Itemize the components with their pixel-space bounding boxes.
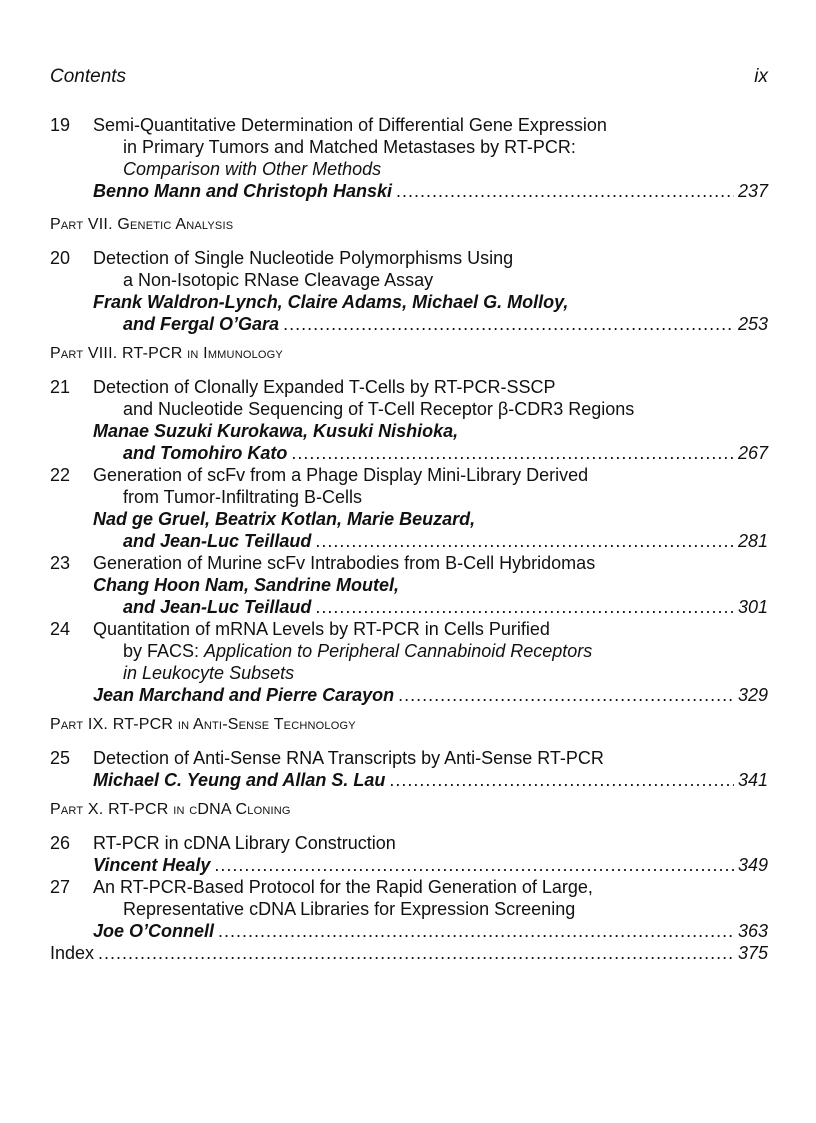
chapter-number: 27 xyxy=(50,877,71,897)
part-heading-ix: Part IX. RT-PCR in Anti-Sense Technology xyxy=(50,716,356,733)
chapter-title: RT-PCR in cDNA Library Construction xyxy=(93,833,396,853)
chapter-title-part: by FACS: xyxy=(123,641,205,661)
chapter-subtitle-continued: in Leukocyte Subsets xyxy=(123,663,295,683)
dot-leader xyxy=(98,942,734,964)
chapter-authors-continued: and Jean-Luc Teillaud xyxy=(123,597,312,617)
contents-page xyxy=(50,66,768,964)
part-heading-viii: Part VIII. RT-PCR in Immunology xyxy=(50,345,283,362)
chapter-page: 341 xyxy=(737,770,768,790)
dot-leader xyxy=(398,684,734,706)
chapter-subtitle: Application to Peripheral Cannabinoid Receptors xyxy=(204,641,593,661)
chapter-number: 25 xyxy=(50,748,71,768)
chapter-authors: Frank Waldron-Lynch, Claire Adams, Michael G. Molloy, xyxy=(93,292,569,312)
chapter-authors: Nad ge Gruel, Beatrix Kotlan, Marie Beuzard, xyxy=(93,509,476,529)
running-head xyxy=(50,66,768,92)
chapter-page: 349 xyxy=(737,855,768,875)
chapter-title-continued: Representative cDNA Libraries for Expression Screening xyxy=(123,899,576,919)
toc-entry-24[interactable] xyxy=(50,618,768,706)
chapter-title-continued xyxy=(123,640,768,662)
chapter-authors-continued: and Jean-Luc Teillaud xyxy=(123,531,312,551)
chapter-title-continued: a Non-Isotopic RNase Cleavage Assay xyxy=(123,270,434,290)
chapter-number: 21 xyxy=(50,377,71,397)
dot-leader xyxy=(218,920,734,942)
chapter-number: 22 xyxy=(50,465,71,485)
toc-entry-21[interactable] xyxy=(50,376,768,464)
chapter-number: 23 xyxy=(50,553,71,573)
chapter-page: 281 xyxy=(737,531,768,551)
chapter-page: 301 xyxy=(737,597,768,617)
dot-leader xyxy=(283,313,734,335)
chapter-authors: Michael C. Yeung and Allan S. Lau xyxy=(93,770,386,790)
chapter-title: An RT-PCR-Based Protocol for the Rapid Generation of Large, xyxy=(93,877,593,897)
toc-entry-26[interactable] xyxy=(50,832,768,876)
chapter-number: 19 xyxy=(50,115,71,135)
page-number: ix xyxy=(754,66,768,87)
chapter-title: Quantitation of mRNA Levels by RT-PCR in Cells Purified xyxy=(93,619,550,639)
chapter-page: 363 xyxy=(737,921,768,941)
chapter-title-continued: in Primary Tumors and Matched Metastases by RT-PCR: xyxy=(123,137,576,157)
chapter-title: Generation of Murine scFv Intrabodies from B-Cell Hybridomas xyxy=(93,553,596,573)
chapter-title-continued: and Nucleotide Sequencing of T-Cell Receptor β-CDR3 Regions xyxy=(123,399,635,419)
chapter-authors: Jean Marchand and Pierre Carayon xyxy=(93,685,395,705)
dot-leader xyxy=(396,180,734,202)
chapter-authors-continued: and Fergal O’Gara xyxy=(123,314,280,334)
chapter-title: Detection of Anti-Sense RNA Transcripts by Anti-Sense RT-PCR xyxy=(93,748,604,768)
dot-leader xyxy=(214,854,734,876)
toc-entry-22[interactable] xyxy=(50,464,768,552)
chapter-number: 24 xyxy=(50,619,71,639)
chapter-page: 237 xyxy=(737,181,768,201)
chapter-page: 267 xyxy=(737,443,768,463)
chapter-title-continued: from Tumor-Infiltrating B-Cells xyxy=(123,487,363,507)
chapter-authors: Vincent Healy xyxy=(93,855,211,875)
chapter-authors-continued: and Tomohiro Kato xyxy=(123,443,288,463)
toc-entry-27[interactable] xyxy=(50,876,768,942)
toc-entry-19[interactable] xyxy=(50,114,768,202)
chapter-subtitle: Comparison with Other Methods xyxy=(123,159,382,179)
index-label: Index xyxy=(50,943,95,963)
toc-entry-25[interactable] xyxy=(50,747,768,791)
chapter-title: Generation of scFv from a Phage Display Mini-Library Derived xyxy=(93,465,589,485)
chapter-title: Semi-Quantitative Determination of Differential Gene Expression xyxy=(93,115,607,135)
part-heading-vii: Part VII. Genetic Analysis xyxy=(50,216,234,233)
chapter-authors: Chang Hoon Nam, Sandrine Moutel, xyxy=(93,575,400,595)
dot-leader xyxy=(389,769,734,791)
chapter-page: 253 xyxy=(737,314,768,334)
dot-leader xyxy=(315,530,734,552)
chapter-authors: Benno Mann and Christoph Hanski xyxy=(93,181,393,201)
index-page: 375 xyxy=(737,943,768,963)
chapter-page: 329 xyxy=(737,685,768,705)
chapter-authors: Joe O’Connell xyxy=(93,921,215,941)
dot-leader xyxy=(315,596,734,618)
toc-entry-index[interactable] xyxy=(50,942,768,964)
chapter-authors: Manae Suzuki Kurokawa, Kusuki Nishioka, xyxy=(93,421,459,441)
chapter-title: Detection of Single Nucleotide Polymorphisms Using xyxy=(93,248,514,268)
toc-entry-20[interactable] xyxy=(50,247,768,335)
toc-entry-23[interactable] xyxy=(50,552,768,618)
running-head-title: Contents xyxy=(50,66,127,87)
dot-leader xyxy=(291,442,734,464)
chapter-number: 20 xyxy=(50,248,71,268)
chapter-title: Detection of Clonally Expanded T-Cells by RT-PCR-SSCP xyxy=(93,377,556,397)
chapter-number: 26 xyxy=(50,833,71,853)
part-heading-x: Part X. RT-PCR in cDNA Cloning xyxy=(50,801,291,818)
